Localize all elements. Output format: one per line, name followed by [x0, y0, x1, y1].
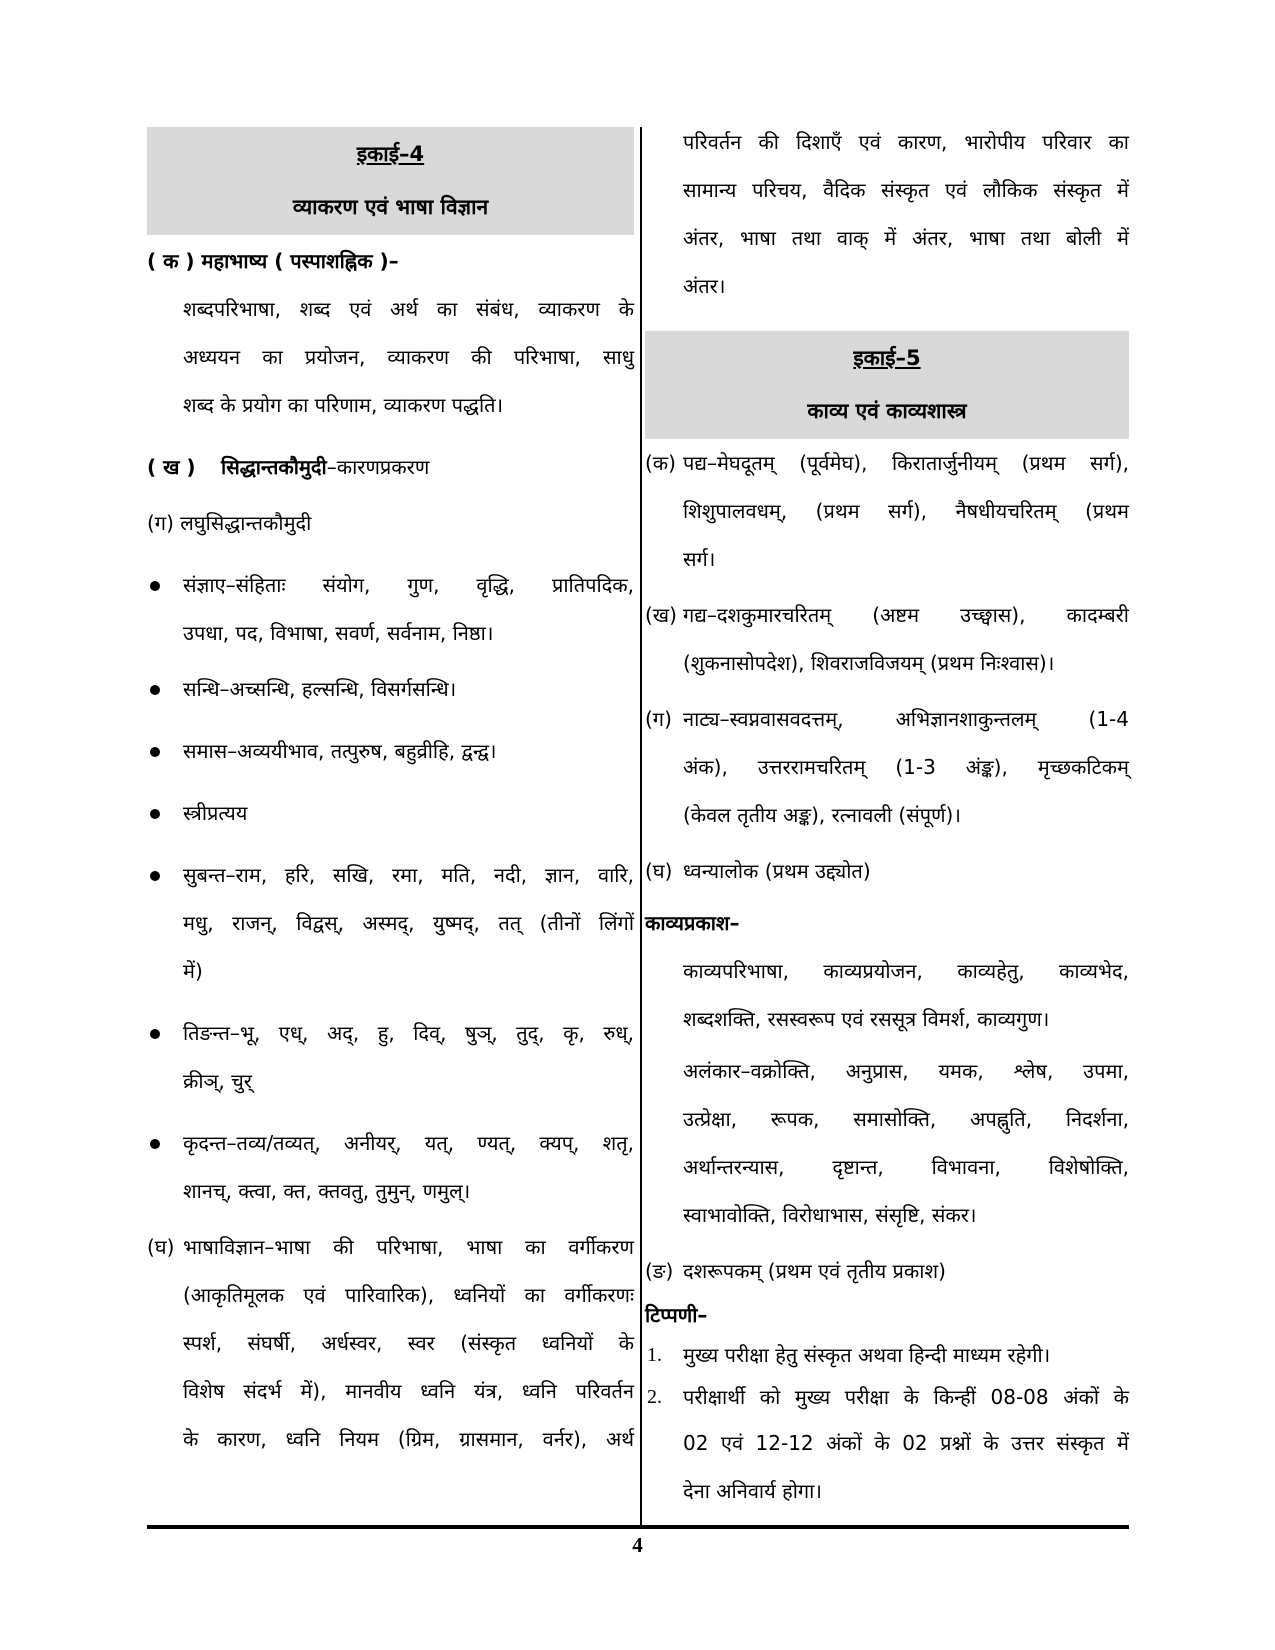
bullet-icon	[150, 1139, 160, 1149]
kavya-item-ga: (ग) नाट्य–स्वप्नवासवदत्तम्, अभिज्ञानशाकुन्तलम् (1-4 अंक), उत्तररामचरितम् (1-3 अंङ्क), मृच्छकटिकम् (केवल तृतीय अङ्क), रत्नावली (संपूर्ण)।	[645, 707, 1129, 827]
bullet-icon	[150, 581, 160, 591]
bullet-item-samas: समास–अव्ययीभाव, तत्पुरुष, बहुव्रीहि, द्वन्द्व।	[147, 727, 634, 775]
kavya-item-gha: (घ) ध्वन्यालोक (प्रथम उद्द्योत)	[645, 859, 871, 883]
unit-5-title: इकाई–5	[853, 346, 921, 370]
bullet-icon	[150, 685, 160, 695]
bullet-item-sanjna: संज्ञाए–संहिताः संयोग, गुण, वृद्धि, प्रातिपदिक, उपधा, पद, विभाषा, सवर्ण, सर्वनाम, निष्ठा।	[147, 561, 634, 657]
section-kha-rest: –कारणप्रकरण	[326, 455, 430, 479]
continuation-paragraph: परिवर्तन की दिशाएँ एवं कारण, भारोपीय परिवार का सामान्य परिचय, वैदिक संस्कृत एवं लौकिक संस्कृत में अंतर, भाषा तथा वाक् में अंतर, भाषा तथा बोली में अंतर।	[683, 130, 1129, 298]
kavya-item-kha: (ख) गद्य–दशकुमारचरितम् (अष्टम उच्छ्वास), कादम्बरी (शुकनासोपदेश), शिवराजविजयम् (प्रथम निःश्वास)।	[645, 603, 1129, 675]
unit-4-subtitle: व्याकरण एवं भाषा विज्ञान	[292, 195, 489, 219]
bullet-icon	[150, 809, 160, 819]
bullet-icon	[150, 871, 160, 881]
footer-rule	[147, 1525, 1129, 1529]
kavya-item-nga: (ङ) दशरूपकम् (प्रथम एवं तृतीय प्रकाश)	[645, 1259, 946, 1283]
right-column	[645, 118, 1129, 1515]
section-ka-line: शब्द के प्रयोग का परिणाम, व्याकरण पद्धति।	[183, 393, 504, 417]
left-column	[147, 127, 634, 1463]
section-gha: (घ) भाषाविज्ञान–भाषा की परिभाषा, भाषा का वर्गीकरण (आकृतिमूलक एवं पारिवारिक), ध्वनियों का वर्गीकरणः स्पर्श, संघर्षी, अर्धस्वर, स्वर (संस्कृत ध्वनियों के विशेष संदर्भ में), मानवीय ध्वनि यंत्र, ध्वनि परिवर्तन के कारण, ध्वनि नियम (ग्रिम, ग्रासमान, वर्नर), अर्थ	[147, 1223, 634, 1463]
bullet-icon	[150, 747, 160, 757]
kavya-item-ka: (क) पद्य–मेघदूतम् (पूर्वमेघ), किरातार्जुनीयम् (प्रथम सर्ग), शिशुपालवधम्, (प्रथम सर्ग), नैषधीयचरितम् (प्रथम सर्ग।	[645, 451, 1129, 571]
section-ka-line: शब्दपरिभाषा, शब्द एवं अर्थ का संबंध, व्याकरण के	[183, 297, 634, 321]
kavyaprakash-para-1: काव्यपरिभाषा, काव्यप्रयोजन, काव्यहेतु, काव्यभेद, शब्दशक्ति, रसस्वरूप एवं रससूत्र विमर्श, काव्यगुण।	[683, 959, 1129, 1031]
section-gha-label: (घ)	[147, 1235, 175, 1259]
section-kha-label: ( ख )	[147, 455, 196, 479]
section-ga: (ग) लघुसिद्धान्तकौमुदी	[147, 511, 312, 535]
section-kha	[147, 443, 634, 491]
kavyaprakash-heading: काव्यप्रकाश–	[645, 911, 740, 935]
unit-5-header	[645, 331, 1129, 439]
note-item-1: 1. मुख्य परीक्षा हेतु संस्कृत अथवा हिन्दी माध्यम रहेगी।	[647, 1343, 1051, 1367]
kavyaprakash-para-2: अलंकार–वक्रोक्ति, अनुप्रास, यमक, श्लेष, उपमा, उत्प्रेक्षा, रूपक, समासोक्ति, अपह्नुति, निदर्शना, अर्थान्तरन्यास, दृष्टान्त, विभावना, विशेषोक्ति, स्वाभावोक्ति, विरोधाभास, संसृष्टि, संकर।	[683, 1059, 1129, 1227]
notes-heading: टिप्पणी–	[645, 1303, 708, 1327]
page-number: 4	[632, 1533, 643, 1557]
column-divider	[640, 127, 642, 1525]
bullet-item-sandhi: सन्धि–अच्सन्धि, हल्सन्धि, विसर्गसन्धि।	[147, 665, 634, 713]
bullet-item-subant: सुबन्त–राम, हरि, सखि, रमा, मति, नदी, ज्ञान, वारि, मधु, राजन्, विद्वस्, अस्मद्, युष्मद्, तत् (तीनों लिंगों में)	[147, 851, 634, 995]
section-ka-heading: ( क ) महाभाष्य ( पस्पाशह्निक )–	[147, 249, 399, 273]
bullet-icon	[150, 1029, 160, 1039]
note-item-2: 2. परीक्षार्थी को मुख्य परीक्षा के किन्हीं 08-08 अंकों के 02 एवं 12-12 अंकों के 02 प्रश्नों के उत्तर संस्कृत में देना अनिवार्य होगा।	[647, 1385, 1129, 1503]
unit-5-subtitle: काव्य एवं काव्यशास्त्र	[807, 399, 967, 423]
bullet-item-tinant: तिङन्त–भू, एध्, अद्, हु, दिव्, षुञ्, तुद्, कृ, रुध्, क्रीञ्, चुर्	[147, 1009, 634, 1105]
section-ka-line: अध्ययन का प्रयोजन, व्याकरण की परिभाषा, साधु	[183, 345, 634, 369]
unit-4-header	[147, 127, 634, 235]
bullet-item-stripratyay: स्त्रीप्रत्यय	[147, 789, 634, 837]
unit-4-title: इकाई–4	[356, 142, 425, 166]
bullet-item-kridant: कृदन्त–तव्य/तव्यत्, अनीयर्, यत्, ण्यत्, क्यप्, शतृ, शानच्, क्त्वा, क्त, क्तवतु, तुमुन्, णमुल्।	[147, 1119, 634, 1215]
section-kha-title: सिद्धान्तकौमुदी	[221, 455, 327, 479]
